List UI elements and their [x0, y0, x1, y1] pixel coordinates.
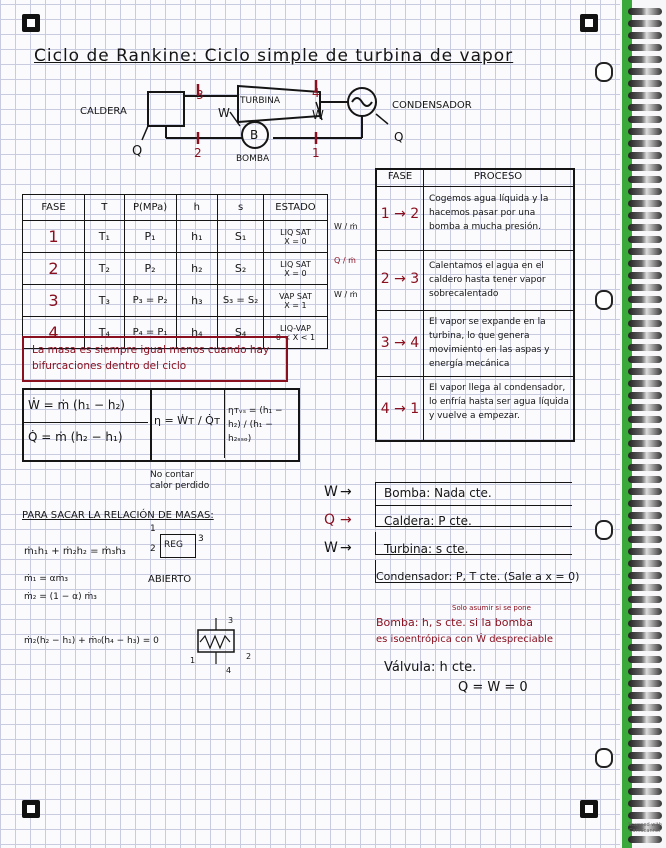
- spiral-coil: [628, 596, 662, 603]
- spiral-coil: [628, 812, 662, 819]
- s-cell: S₃ = S₂: [218, 285, 264, 317]
- spiral-coil: [628, 440, 662, 447]
- fase-cell: 2: [23, 253, 85, 285]
- table-row: [23, 253, 328, 285]
- rankine-cycle-diagram: [130, 72, 410, 172]
- legend-row-line: [375, 532, 572, 555]
- spiral-coil: [628, 584, 662, 591]
- spiral-coil: [628, 704, 662, 711]
- spiral-coil: [628, 152, 662, 159]
- table-row: [23, 221, 328, 253]
- spiral-coil: [628, 128, 662, 135]
- heater-port-1: 1: [190, 656, 196, 665]
- spiral-coil: [628, 176, 662, 183]
- corner-mark-top-left: [22, 14, 40, 32]
- process-text: El vapor se expande en la turbina, lo que genera movimiento en las aspas y energía mecánica: [429, 317, 550, 369]
- mass-note-box: [22, 336, 288, 382]
- heater-port-2: 2: [246, 652, 252, 661]
- process-phase: 4 → 1: [380, 401, 420, 417]
- s-cell: S₂: [218, 253, 264, 285]
- spiral-coil: [628, 392, 662, 399]
- spiral-coil: [628, 188, 662, 195]
- estado-line: LIQ SAT: [280, 227, 311, 237]
- valvula-line2: Q = W = 0: [458, 680, 528, 695]
- table-row: [377, 186, 573, 248]
- spiral-coil: [628, 92, 662, 99]
- table-row: [23, 285, 328, 317]
- spiral-coil: [628, 572, 662, 579]
- spiral-coil: [628, 80, 662, 87]
- abierto-label: ABIERTO: [148, 574, 192, 585]
- isentropic-efficiency-equation: ηᴛᵥₛ = (h₁ − h₂) / (h₁ − h₂ₛₛₒ): [228, 406, 283, 444]
- legend-bomba: Bomba: Nada cte.: [384, 486, 492, 500]
- regenerator-label: REG: [164, 540, 183, 550]
- process-header-proceso: PROCESO: [473, 171, 523, 182]
- spiral-coil: [628, 404, 662, 411]
- binder-hole: [595, 520, 613, 540]
- t-cell: T₃: [85, 285, 125, 317]
- spiral-coil: [628, 752, 662, 759]
- spiral-coil: [628, 224, 662, 231]
- estado-cell: [263, 253, 327, 285]
- binder-hole: [595, 62, 613, 82]
- binder-hole: [595, 748, 613, 768]
- process-table: [375, 168, 575, 442]
- estado-line: X = 1: [284, 300, 307, 310]
- state-point-4: 4: [312, 86, 320, 100]
- spiral-coil: [628, 716, 662, 723]
- p-cell: P₁: [124, 221, 176, 253]
- spiral-coil: [628, 68, 662, 75]
- spiral-coil: [628, 488, 662, 495]
- caldera-label: CALDERA: [80, 106, 127, 117]
- h-cell: h₂: [176, 253, 218, 285]
- process-phase: 3 → 4: [380, 335, 420, 351]
- legend-arrow-line: →: [340, 540, 352, 556]
- spiral-coil: [628, 284, 662, 291]
- work-equation: Ẇ = ṁ (h₁ − h₂): [28, 398, 125, 412]
- heater-port-3: 3: [228, 616, 234, 625]
- estado-line: X = 0: [284, 268, 307, 278]
- valvula-line1: Válvula: h cte.: [384, 660, 477, 675]
- spiral-coil: [628, 380, 662, 387]
- spiral-coil: [628, 260, 662, 267]
- spiral-coil: [628, 776, 662, 783]
- estado-line: VAP SAT: [279, 291, 312, 301]
- col-header-t: T: [85, 195, 125, 221]
- spiral-coil: [628, 320, 662, 327]
- t-cell: T₂: [85, 253, 125, 285]
- mass-fraction-equation-1: ṁ₁ = αṁ₃: [24, 574, 68, 584]
- spiral-coil: [628, 464, 662, 471]
- spiral-binding: [622, 0, 666, 848]
- spiral-coil: [628, 164, 662, 171]
- spiral-coil: [628, 104, 662, 111]
- fase-cell: 1: [23, 221, 85, 253]
- state-point-3: 3: [196, 88, 204, 102]
- estado-line: X = 0: [284, 236, 307, 246]
- mass-fraction-equation-2: ṁ₂ = (1 − α) ṁ₃: [24, 592, 97, 602]
- closed-heater-diagram: [188, 618, 248, 668]
- spiral-coil: [628, 32, 662, 39]
- p-cell: P₄ = P₁: [124, 317, 176, 349]
- col-header-h: h: [176, 195, 218, 221]
- fase-cell: 3: [23, 285, 85, 317]
- h-cell: h₃: [176, 285, 218, 317]
- spiral-coil: [628, 740, 662, 747]
- reg-port-2: 2: [150, 544, 156, 554]
- table-row: [377, 376, 573, 441]
- scanner-watermark: Scanned with CamScanner: [628, 822, 662, 834]
- legend-arrow-line: →: [340, 484, 352, 500]
- heater-port-4: 4: [226, 666, 232, 675]
- corner-mark-bottom-right: [580, 800, 598, 818]
- table-row: [377, 250, 573, 309]
- estado-line: LIQ-VAP: [279, 323, 311, 333]
- equation-divider: [22, 422, 148, 423]
- side-mark-w: W / ṁ: [334, 222, 358, 231]
- state-point-2: 2: [194, 146, 202, 160]
- p-cell: P₂: [124, 253, 176, 285]
- spiral-coil: [628, 8, 662, 15]
- bomba-note-line2: es isoentrópica con Ẇ despreciable: [376, 634, 553, 645]
- legend-arrow-w: W: [324, 484, 338, 500]
- spiral-coil: [628, 656, 662, 663]
- process-text: El vapor llega al condensador, lo enfría hasta ser agua líquida y vuelve a empezar.: [429, 383, 569, 421]
- s-cell: S₄: [218, 317, 264, 349]
- h-cell: h₄: [176, 317, 218, 349]
- bomba-note-line1: Bomba: h, s cte. si la bomba: [376, 616, 533, 629]
- bomba-symbol: B: [250, 128, 259, 142]
- estado-line: 0 < X < 1: [275, 332, 316, 342]
- s-cell: S₁: [218, 221, 264, 253]
- table-row: [377, 310, 573, 375]
- estado-cell: [263, 221, 327, 253]
- process-phase: 1 → 2: [380, 206, 420, 222]
- side-mark-q: Q / ṁ: [334, 256, 356, 265]
- spiral-coil: [628, 608, 662, 615]
- spiral-coil: [628, 248, 662, 255]
- estado-cell: [263, 285, 327, 317]
- state-point-1: 1: [312, 146, 320, 160]
- spiral-coil: [628, 512, 662, 519]
- spiral-coil: [628, 632, 662, 639]
- spiral-coil: [628, 296, 662, 303]
- q-out-label: Q: [394, 130, 404, 144]
- spiral-coil: [628, 344, 662, 351]
- side-mark-w: W / ṁ: [334, 290, 358, 299]
- spiral-coil: [628, 644, 662, 651]
- spiral-coil: [628, 680, 662, 687]
- process-header-fase: FASE: [387, 171, 413, 182]
- spiral-coil: [628, 536, 662, 543]
- no-heat-note: No contar calor perdido: [150, 470, 210, 491]
- spiral-coil: [628, 56, 662, 63]
- spiral-coil: [628, 416, 662, 423]
- legend-turbina: Turbina: s cte.: [384, 542, 469, 556]
- spiral-coil: [628, 788, 662, 795]
- w-turbine-label: W: [312, 108, 324, 122]
- spiral-coil: [628, 524, 662, 531]
- closed-heater-equation: ṁ₂(h₂ − h₁) + ṁ₀(h₄ − h₃) = 0: [24, 636, 159, 646]
- col-header-s: s: [218, 195, 264, 221]
- efficiency-equation: η = Ẇᴛ / Q̇ᴛ: [154, 414, 221, 427]
- spiral-coil: [628, 548, 662, 555]
- spiral-coil: [628, 476, 662, 483]
- p-cell: P₃ = P₂: [124, 285, 176, 317]
- binder-hole: [595, 290, 613, 310]
- mass-note-text: La masa es siempre igual menos cuando hay bifurcaciones dentro del ciclo: [32, 344, 270, 372]
- mass-relation-heading: PARA SACAR LA RELACIÓN DE MASAS:: [22, 510, 214, 521]
- reg-port-1: 1: [150, 524, 156, 534]
- spiral-coil: [628, 728, 662, 735]
- spiral-coil: [628, 452, 662, 459]
- legend-arrow-line: →: [340, 512, 352, 528]
- spiral-coil: [628, 800, 662, 807]
- spiral-coil: [628, 692, 662, 699]
- fase-cell: 4: [23, 317, 85, 349]
- process-text: Calentamos el agua en el caldero hasta tener vapor sobrecalentado: [429, 261, 546, 299]
- col-header-estado: ESTADO: [263, 195, 327, 221]
- reg-port-3: 3: [198, 534, 204, 544]
- spiral-coil: [628, 236, 662, 243]
- spiral-coil: [628, 308, 662, 315]
- spiral-coil: [628, 560, 662, 567]
- spiral-coil: [628, 428, 662, 435]
- spiral-coil: [628, 332, 662, 339]
- legend-row-line: [375, 504, 572, 527]
- legend-row-line: [375, 482, 572, 506]
- process-phase: 2 → 3: [380, 271, 420, 287]
- spiral-coil: [628, 500, 662, 507]
- spiral-coil: [628, 200, 662, 207]
- spiral-coil: [628, 836, 662, 843]
- t-cell: T₄: [85, 317, 125, 349]
- legend-arrow-q: Q: [324, 512, 336, 528]
- turbina-label: TURBINA: [240, 96, 281, 106]
- spiral-coil: [628, 620, 662, 627]
- spiral-coil: [628, 44, 662, 51]
- t-cell: T₁: [85, 221, 125, 253]
- spiral-coil: [628, 116, 662, 123]
- heat-equation: Q̇ = ṁ (h₂ − h₁): [28, 430, 123, 444]
- col-header-p: P(MPa): [124, 195, 176, 221]
- spiral-coil: [628, 272, 662, 279]
- legend-condensador: Condensador: P, T cte. (Sale a x = 0): [376, 570, 580, 583]
- spiral-coil: [628, 668, 662, 675]
- spiral-coil: [628, 764, 662, 771]
- mass-balance-equation: ṁ₁h₁ + ṁ₂h₂ = ṁ₃h₃: [24, 546, 126, 557]
- spiral-coil: [628, 20, 662, 27]
- condensador-label: CONDENSADOR: [392, 100, 472, 111]
- col-header-fase: FASE: [23, 195, 85, 221]
- spiral-coil: [628, 212, 662, 219]
- state-table: [22, 194, 328, 349]
- spiral-coil: [628, 356, 662, 363]
- spiral-coil: [628, 140, 662, 147]
- process-header-row: [377, 170, 573, 187]
- legend-caldera: Caldera: P cte.: [384, 514, 472, 528]
- bomba-label: BOMBA: [236, 154, 270, 164]
- legend-row-line: [375, 560, 572, 583]
- page-title: Ciclo de Rankine: Ciclo simple de turbina de vapor: [34, 46, 514, 66]
- estado-line: LIQ SAT: [280, 259, 311, 269]
- w-pump-label: W: [218, 106, 230, 120]
- corner-mark-top-right: [580, 14, 598, 32]
- bomba-note-small: Solo asumir si se pone: [452, 604, 531, 612]
- efficiency-divider: [224, 388, 225, 458]
- spiral-coil: [628, 368, 662, 375]
- h-cell: h₁: [176, 221, 218, 253]
- corner-mark-bottom-left: [22, 800, 40, 818]
- legend-arrow-w: W: [324, 540, 338, 556]
- q-in-label: Q: [132, 144, 143, 159]
- process-text: Cogemos agua líquida y la hacemos pasar por una bomba a mucha presión.: [429, 194, 549, 232]
- caldera-block: [148, 92, 184, 126]
